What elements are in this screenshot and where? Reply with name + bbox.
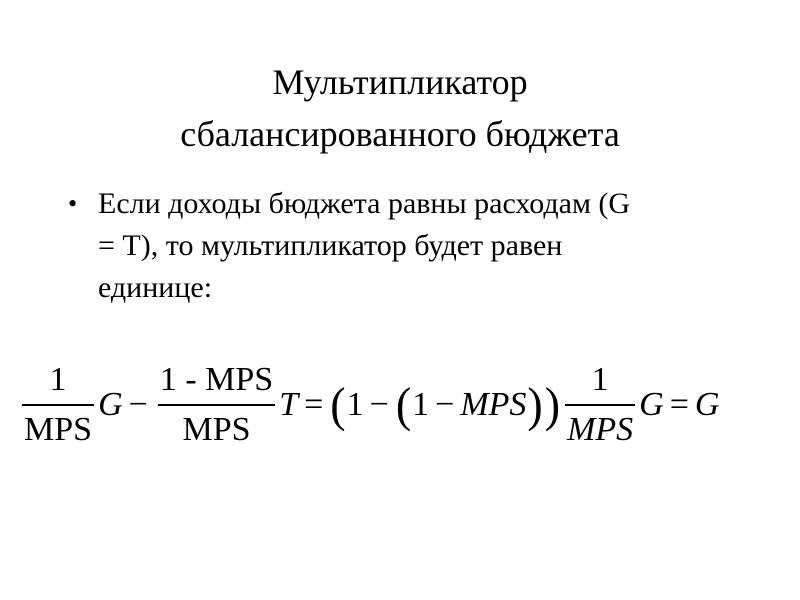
number-one: 1 bbox=[346, 386, 364, 423]
fraction-1-over-mps-italic bbox=[565, 358, 635, 452]
symbol-g: G bbox=[694, 386, 720, 423]
bullet-text-line-1: Если доходы бюджета равны расходам (G bbox=[98, 187, 631, 220]
title-line-1: Мультипликатор bbox=[272, 62, 528, 102]
fraction-numerator: 1 bbox=[49, 361, 67, 398]
title-line-2: сбалансированного бюджета bbox=[180, 114, 620, 154]
symbol-mps: MPS bbox=[460, 386, 527, 423]
fraction-bar bbox=[565, 404, 635, 406]
symbol-g: G bbox=[98, 386, 123, 423]
right-paren-outer: ) bbox=[544, 377, 561, 432]
fraction-1-minus-mps-over-mps bbox=[158, 358, 275, 452]
operator-equals: = bbox=[669, 386, 689, 423]
bullet-list bbox=[68, 183, 748, 309]
balanced-budget-formula bbox=[18, 350, 719, 460]
operator-minus: − bbox=[435, 386, 455, 423]
right-paren-inner: ) bbox=[527, 377, 543, 432]
bullet-text-line-3: единице: bbox=[98, 271, 213, 304]
fraction-denominator: MPS bbox=[567, 411, 634, 448]
bullet-text-line-2: = Т), то мультипликатор будет равен bbox=[98, 229, 563, 262]
bullet-item bbox=[68, 183, 748, 309]
fraction-1-over-mps bbox=[22, 358, 94, 452]
fraction-numerator: 1 bbox=[591, 361, 609, 398]
bullet-dot-icon: • bbox=[68, 189, 78, 218]
operator-equals: = bbox=[304, 386, 324, 423]
left-paren-outer: ( bbox=[330, 377, 346, 432]
fraction-bar bbox=[158, 404, 275, 406]
operator-minus: − bbox=[128, 386, 148, 423]
left-paren-inner: ( bbox=[395, 377, 412, 432]
slide-title bbox=[0, 56, 800, 160]
fraction-numerator: 1 - MPS bbox=[159, 361, 274, 398]
fraction-denominator: MPS bbox=[182, 411, 251, 448]
symbol-g: G bbox=[639, 386, 664, 423]
fraction-bar bbox=[22, 404, 94, 406]
number-one: 1 bbox=[412, 386, 430, 423]
fraction-denominator: MPS bbox=[24, 411, 93, 448]
symbol-t: T bbox=[279, 386, 299, 423]
operator-minus: − bbox=[369, 386, 389, 423]
